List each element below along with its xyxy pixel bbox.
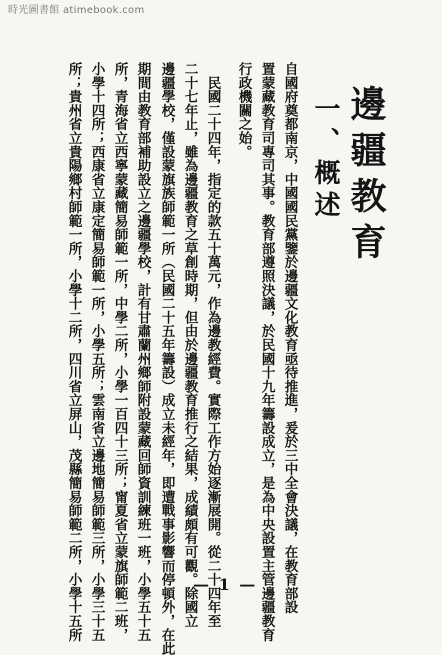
body-line: 自國府奠都南京，中國國民黨鑒於邊疆文化教育亟待推進，爰於三中全會決議，在教育部設 [281,62,298,614]
body-line: 所；貴州省立貴陽鄉村師範一所，小學十二所，四川省立屏山，茂縣簡易師範二所，小學十五所 [65,62,82,642]
body-line: 小學十四所；西康省立康定簡易師範一所，小學五所；雲南省立邊地簡易師範三所，小學三十五 [88,62,105,642]
body-line: 二十七年止，雖為邊疆教育之草創時期，但由於邊疆教育推行之結果，成績頗有可觀。除國立 [181,62,198,628]
body-line: 所，青海省立西寧蒙藏簡易師範一所，中學二所，小學一百四十三所；甯夏省立蒙旗師範二班， [111,62,128,642]
body-line: 期間由教育部補助設立之邊疆學校，計有甘肅蘭州鄉師附設蒙藏回師資訓練班一班，小學五十五 [134,62,151,642]
body-line: 置蒙藏教育司專司其事。教育部遵照決議，於民國十九年籌設成立，是為中央設置主管邊疆教育 [258,62,275,642]
section-heading: 一、概述 [310,95,340,223]
watermark: 時光圖書館 atimebook.com [8,5,145,16]
page-title: 邊疆教育 [345,85,387,269]
body-line: 行政機關之始。 [235,62,252,159]
page-number: — 1 — [193,575,258,594]
body-line: 民國二十四年，指定的款五十萬元，作為邊教經費。實際工作方始逐漸展開。從二十四年至 [204,62,221,628]
body-line: 邊疆學校，僅設蒙旗族師範一所（民國二十五年籌設）成立未經年，即遭戰事影響而停頓外，在此 [158,62,175,655]
